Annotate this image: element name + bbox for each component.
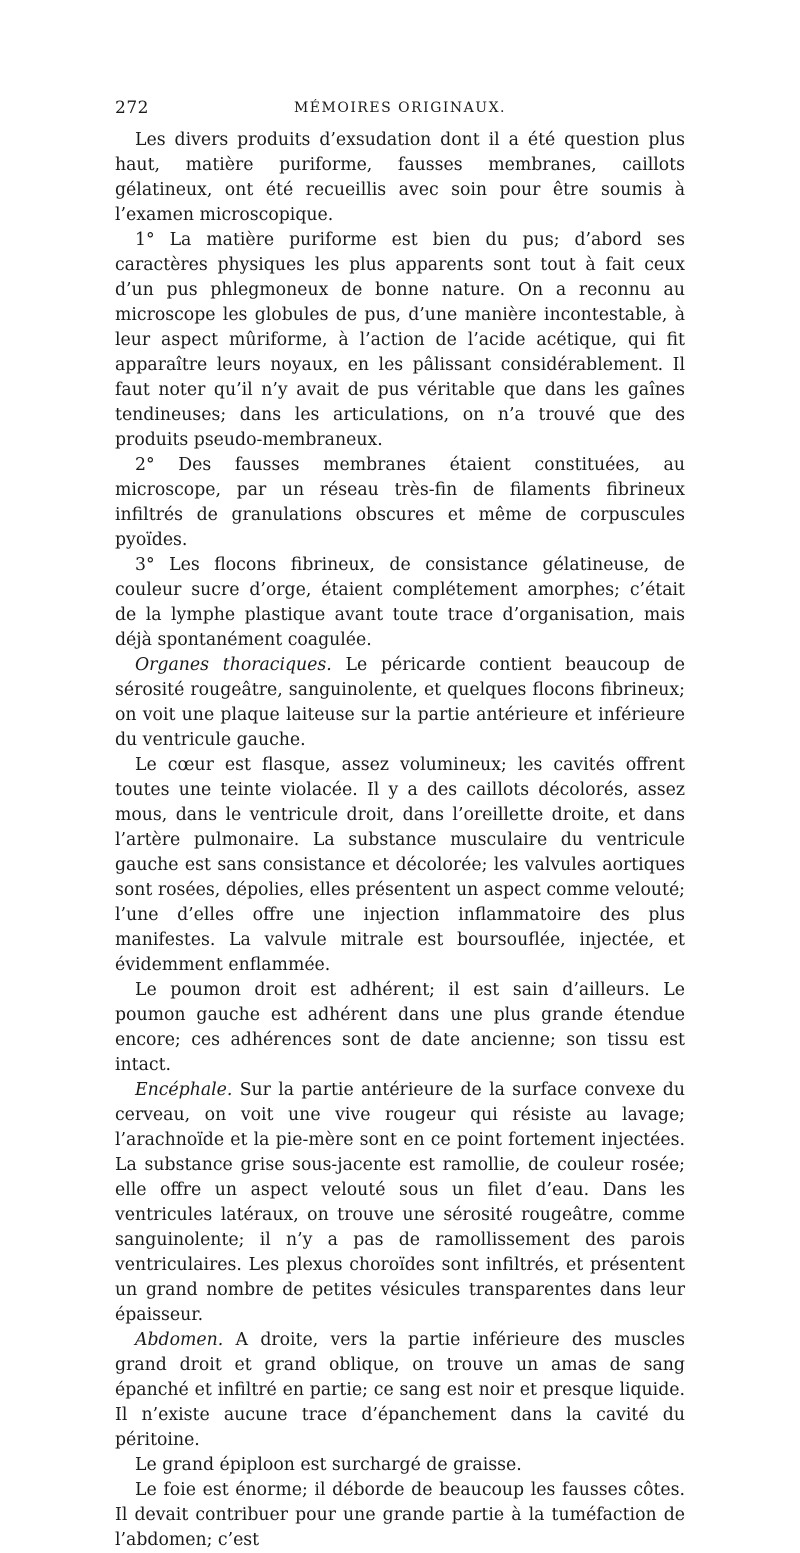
section-lead: Encéphale. [135,1080,233,1100]
paragraph-text: 1° La matière puriforme est bien du pus; d’abord ses caractères physiques les plus apparents sont tout à fait ceux d’un pus phlegmoneux de bonne nature. On a reconnu au microscope les globules de pus, d’une manière incontestable, à leur aspect mûriforme, à l’action de l’acide acétique, qui fit apparaître leurs noyaux, en les pâlissant considérablement. Il faut noter qu’il n’y avait de pus véritable que dans les gaînes tendineuses; dans les articulations, on n’a trouvé que des produits pseudo-membraneux. [115,230,685,450]
paragraph-text: Le péricarde contient beaucoup de sérosité rougeâtre, sanguinolente, et quelques flocons fibrineux; on voit une plaque laiteuse sur la partie antérieure et inférieure du ventricule gauche. [115,655,685,750]
paragraph-text: Le cœur est flasque, assez volumineux; les cavités offrent toutes une teinte violacée. Il y a des caillots décolorés, assez mous, dans le ventricule droit, dans l’oreillette droite, et dans l’artère pulmonaire. La substance musculaire du ventricule gauche est sans consistance et décolorée; les valvules aortiques sont rosées, dépolies, elles présentent un aspect comme velouté; l’une d’elles offre une injection inflammatoire des plus manifestes. La valvule mitrale est boursouflée, injectée, et évidemment enflammée. [115,755,685,975]
paragraph-pus [115,228,685,453]
paragraph-fausses-membranes [115,453,685,553]
paragraph-foie [115,1478,685,1553]
paragraph-text: 3° Les flocons fibrineux, de consistance gélatineuse, de couleur sucre d’orge, étaient complétement amorphes; c’était de la lymphe plastique avant toute trace d’organisation, mais déjà spontanément coagulée. [115,555,685,650]
section-lead: Abdomen. [135,1330,224,1350]
paragraph-organes-thoraciques [115,653,685,753]
paragraph-poumon [115,978,685,1078]
paragraph-text: 2° Des fausses membranes étaient constituées, au microscope, par un réseau très-fin de filaments fibrineux infiltrés de granulations obscures et même de corpuscules pyoïdes. [115,455,685,550]
paragraph-intro [115,128,685,228]
paragraph-encephale [115,1078,685,1328]
paragraph-flocons [115,553,685,653]
paragraph-text: Le poumon droit est adhérent; il est sain d’ailleurs. Le poumon gauche est adhérent dans une plus grande étendue encore; ces adhérences sont de date ancienne; son tissu est intact. [115,980,685,1075]
page-number: 272 [115,98,149,118]
section-lead: Organes thoraciques. [135,655,332,675]
paragraph-text: Le grand épiploon est surchargé de graisse. [135,1455,522,1475]
running-title: MÉMOIRES ORIGINAUX. [293,100,507,116]
body-text [115,128,685,1553]
paragraph-text: Les divers produits d’exsudation dont il a été question plus haut, matière puriforme, fausses membranes, caillots gélatineux, ont été recueillis avec soin pour être soumis à l’examen microscopique. [115,130,685,225]
paragraph-text: Le foie est énorme; il déborde de beaucoup les fausses côtes. Il devait contribuer pour une grande partie à la tuméfaction de l’abdomen; c’est [115,1480,685,1550]
page-header [115,98,685,122]
paragraph-abdomen [115,1328,685,1453]
paragraph-epiploon [115,1453,685,1478]
paragraph-text: A droite, vers la partie inférieure des muscles grand droit et grand oblique, on trouve un amas de sang épanché et infiltré en partie; ce sang est noir et presque liquide. Il n’existe aucune trace d’épanchement dans la cavité du péritoine. [115,1330,685,1450]
paragraph-text: Sur la partie antérieure de la surface convexe du cerveau, on voit une vive rougeur qui résiste au lavage; l’arachnoïde et la pie-mère sont en ce point fortement injectées. La substance grise sous-jacente est ramollie, de couleur rosée; elle offre un aspect velouté sous un filet d’eau. Dans les ventricules latéraux, on trouve une sérosité rougeâtre, comme sanguinolente; il n’y a pas de ramollissement des parois ventriculaires. Les plexus choroïdes sont infiltrés, et présentent un grand nombre de petites vésicules transparentes dans leur épaisseur. [115,1080,685,1325]
paragraph-coeur [115,753,685,978]
